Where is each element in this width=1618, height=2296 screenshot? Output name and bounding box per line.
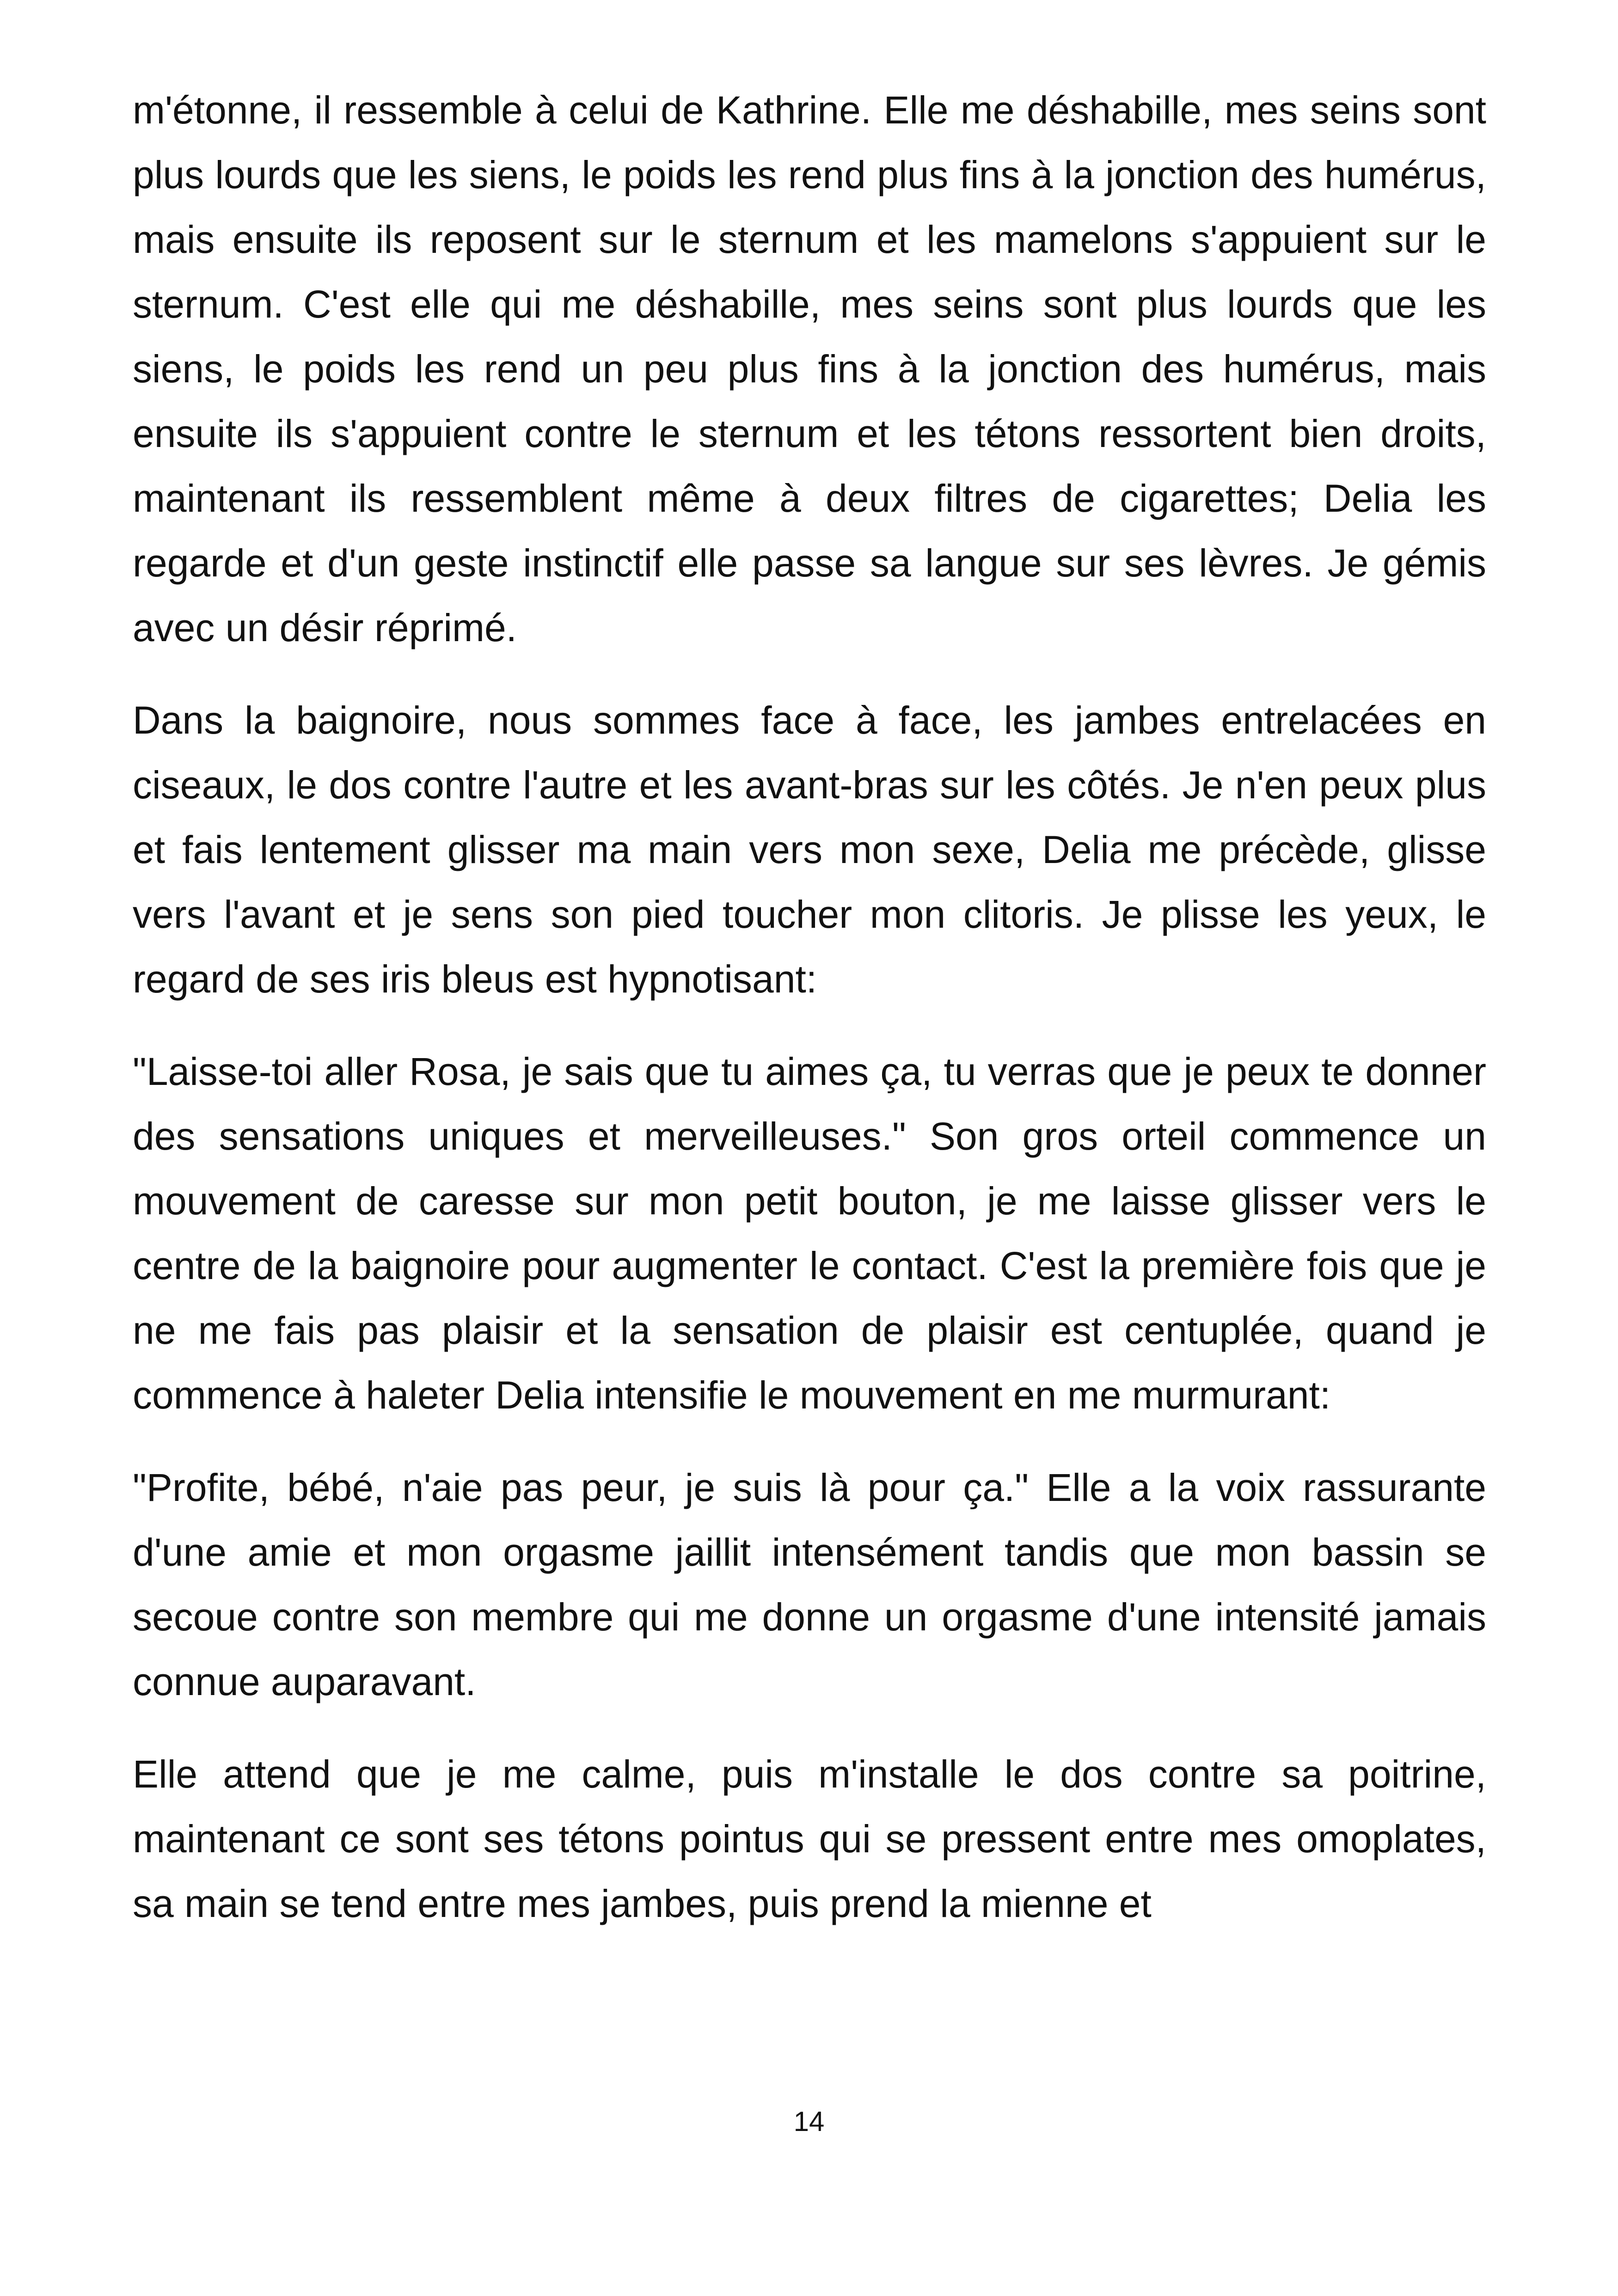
paragraph-2: Dans la baignoire, nous sommes face à face, les jambes entrelacées en ciseaux, le dos contre l'autre et les avant-bras sur les côtés. Je n'en peux plus et fais lentement glisser ma main vers mon sexe, Delia me précède, glisse vers l'avant et je sens son pied toucher mon clitoris. Je plisse les yeux, le regard de ses iris bleus est hypnotisant: (133, 698, 1486, 1001)
paragraph-4: "Profite, bébé, n'aie pas peur, je suis là pour ça." Elle a la voix rassurante d'une amie et mon orgasme jaillit intensément tandis que mon bassin se secoue contre son membre qui me donne un orgasme d'une intensité jamais connue auparavant. (133, 1466, 1486, 1703)
paragraph-5: Elle attend que je me calme, puis m'installe le dos contre sa poitrine, maintenant ce sont ses tétons pointus qui se pressent entre mes omoplates, sa main se tend entre mes jambes, puis prend la mienne et (133, 1752, 1486, 1925)
page-number: 14 (793, 2106, 825, 2137)
paragraph-3: "Laisse-toi aller Rosa, je sais que tu aimes ça, tu verras que je peux te donner des sensations uniques et merveilleuses." Son gros orteil commence un mouvement de caresse sur mon petit bouton, je me laisse glisser vers le centre de la baignoire pour augmenter le contact. C'est la première fois que je ne me fais pas plaisir et la sensation de plaisir est centuplée, quand je commence à haleter Delia intensifie le mouvement en me murmurant: (133, 1050, 1486, 1417)
paragraph-1: m'étonne, il ressemble à celui de Kathrine. Elle me déshabille, mes seins sont plus lourds que les siens, le poids les rend plus fins à la jonction des humérus, mais ensuite ils reposent sur le sternum et les mamelons s'appuient sur le sternum. C'est elle qui me déshabille, mes seins sont plus lourds que les siens, le poids les rend un peu plus fins à la jonction des humérus, mais ensuite ils s'appuient contre le sternum et les tétons ressortent bien droits, maintenant ils ressemblent même à deux filtres de cigarettes; Delia les regarde et d'un geste instinctif elle passe sa langue sur ses lèvres. Je gémis avec un désir réprimé. (133, 88, 1486, 649)
body-text (133, 78, 1486, 1964)
